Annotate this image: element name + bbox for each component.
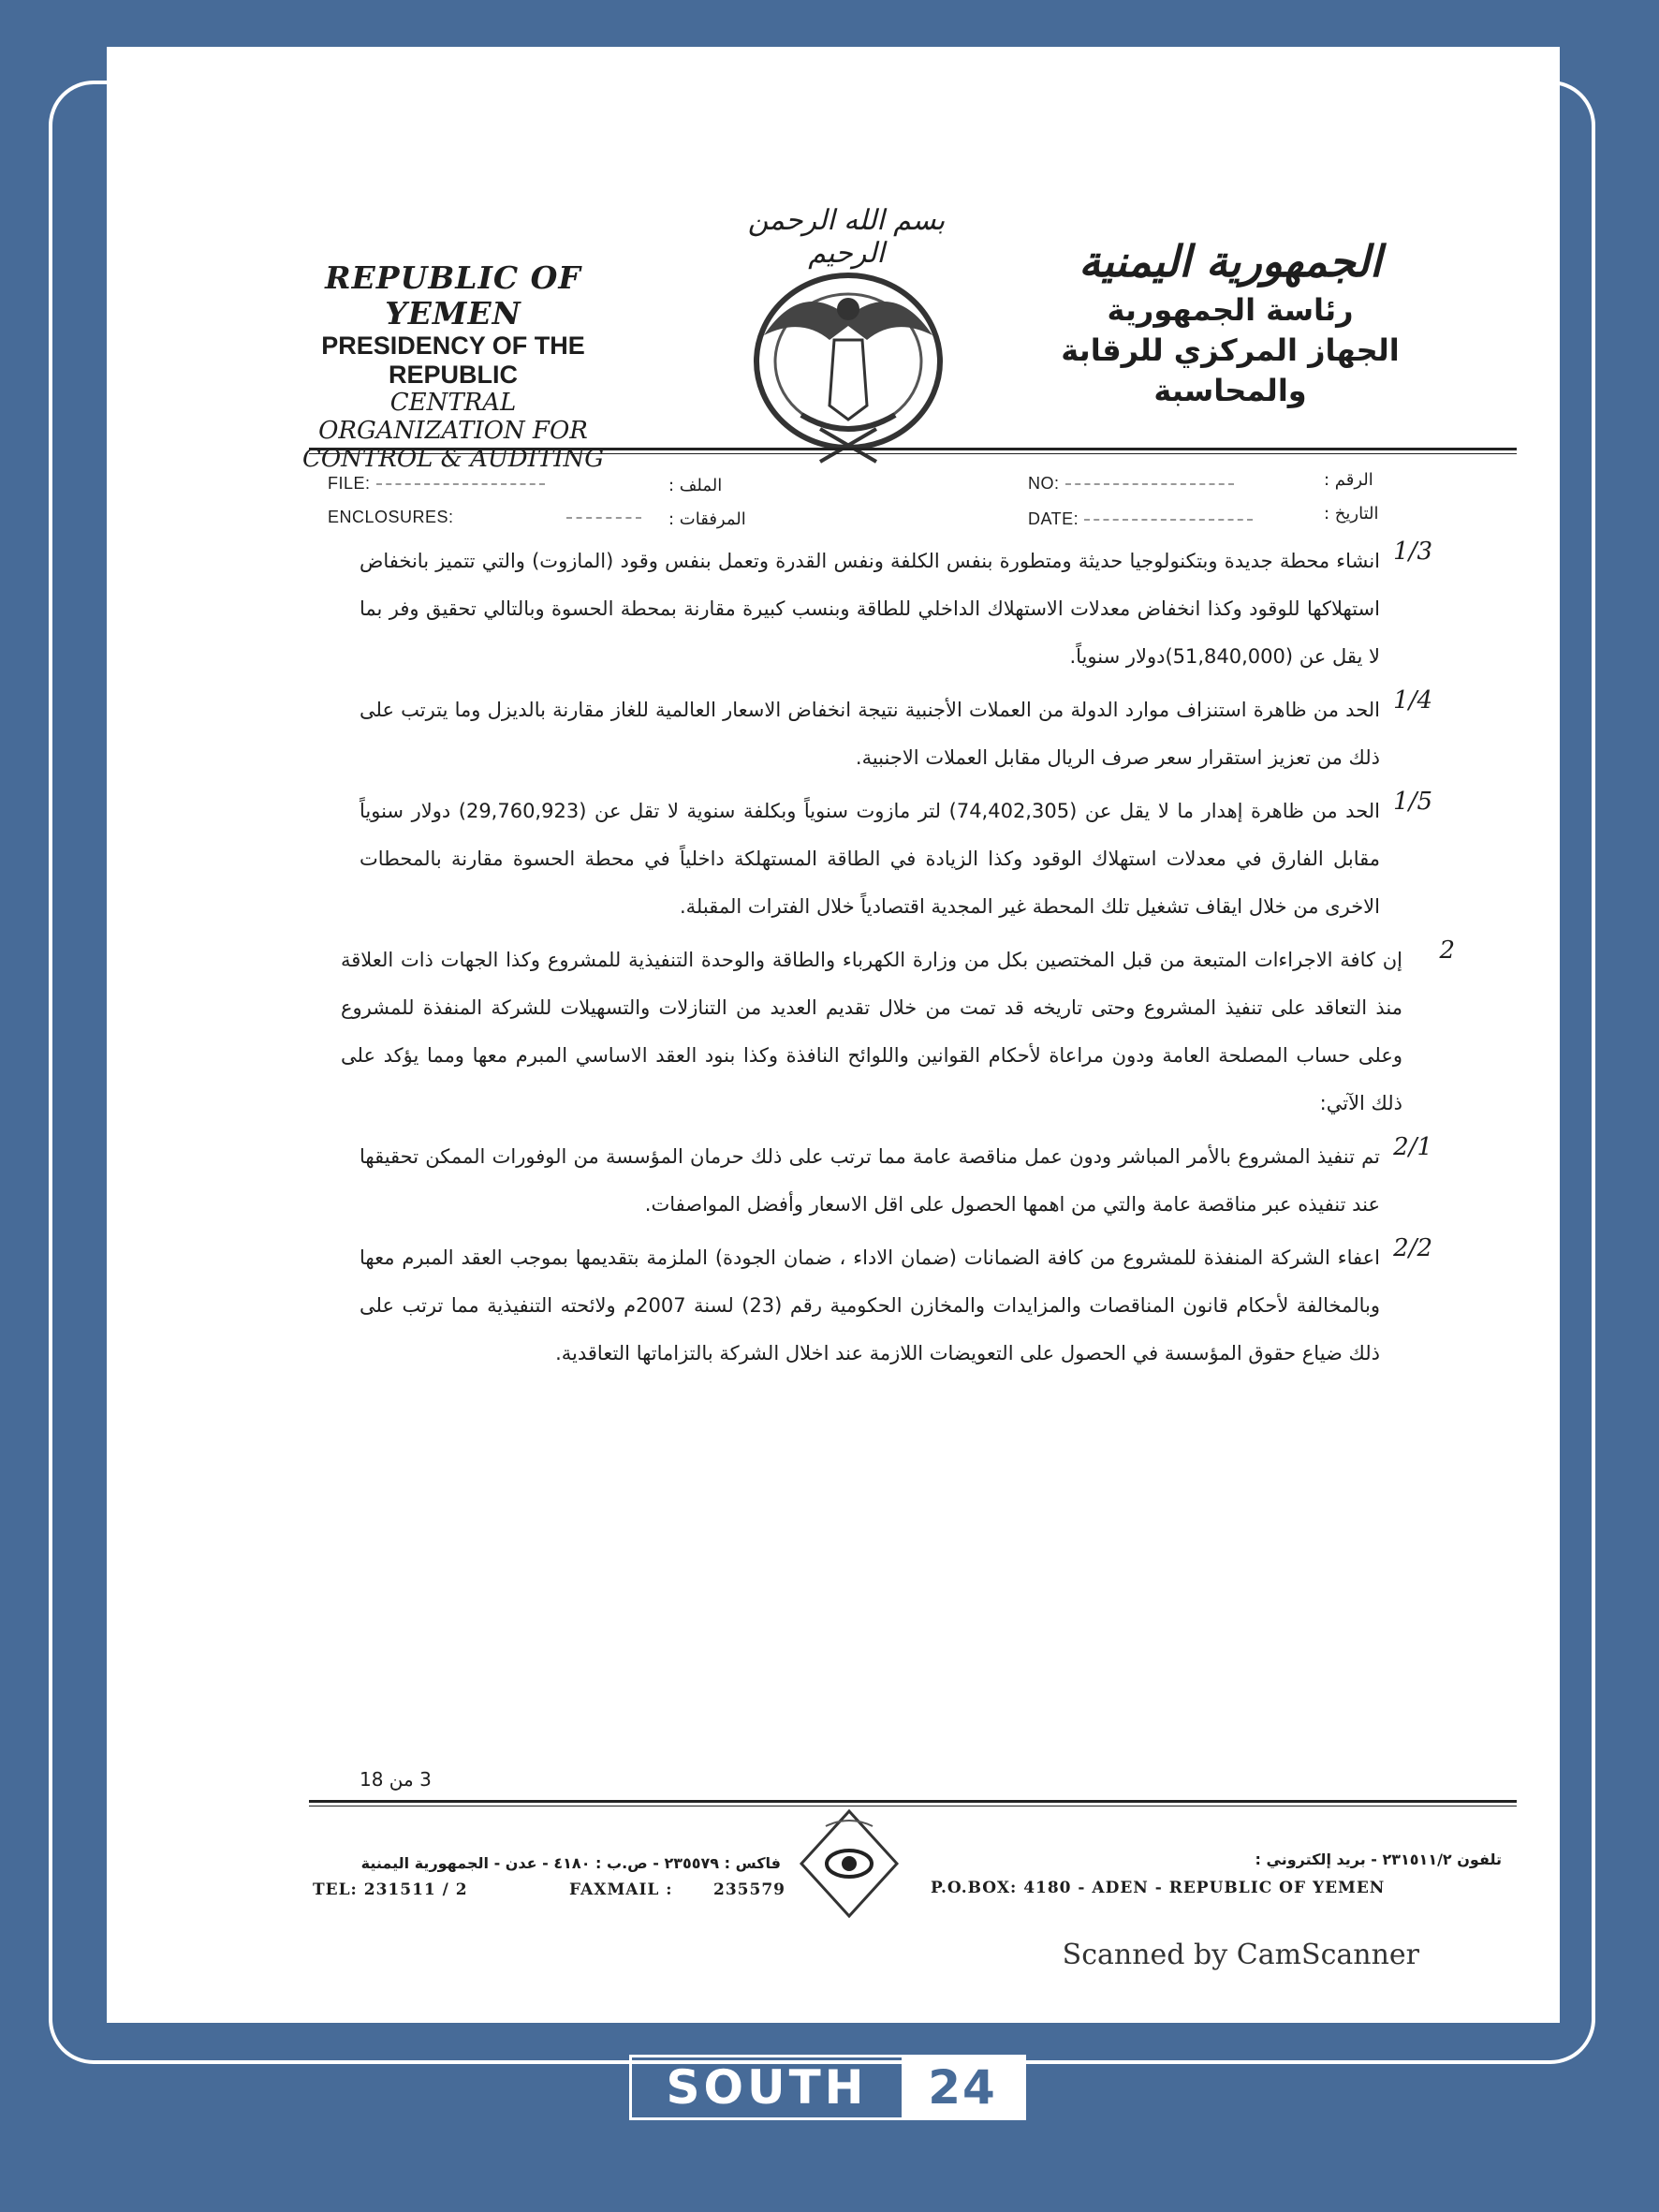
organization-seal-icon — [798, 1807, 901, 1920]
item-number: 1/5 — [1393, 788, 1432, 816]
english-letterhead — [294, 260, 612, 474]
number-label-ar: الرقم : — [1324, 470, 1373, 490]
item-text: اعفاء الشركة المنفذة للمشروع من كافة الضمانات (ضمان الاداء ، ضمان الجودة) الملزمة بتقديمها بموجب العقد المبرم معها وبالمخالفة لأحكام قانون المناقصات والمزايدات والمخازن الحكومية رقم (23) لسنة 2007م ولائحته التنفيذية مما ترتب على ذلك ضياع حقوق المؤسسة في الحصول على التعويضات اللازمة عند اخلال الشركة بالتزاماتها التعاقدية. — [360, 1246, 1380, 1364]
item-text: الحد من ظاهرة إهدار ما لا يقل عن (74,402,305) لتر مازوت سنوياً وبكلفة سنوية لا تقل عن (29,760,923) دولار سنوياً مقابل الفارق في معدلات استهلاك الوقود وكذا الزيادة في الطاقة المستهلكة داخلياً في محطة الحسوة مقارنة بالمحطات الاخرى من خلال ايقاف تشغيل تلك المحطة غير المجدية اقتصادياً خلال الفترات المقبلة. — [360, 800, 1380, 918]
letterhead-org-line1: CENTRAL ORGANIZATION FOR — [318, 388, 588, 445]
letterhead-ar-presidency: رئاسة الجمهورية — [1107, 292, 1354, 329]
file-label: FILE: — [328, 474, 551, 494]
letterhead-country: REPUBLIC OF YEMEN — [325, 259, 581, 332]
header-rule — [309, 448, 1517, 450]
enclosures-label: ENCLOSURES: — [328, 508, 647, 527]
footer-contact-ar: تلفون ٢٣١٥١١/٢ - بريد إلكتروني : — [1255, 1851, 1502, 1868]
page-number: 3 من 18 — [360, 1768, 432, 1791]
letterhead-ar-country: الجمهورية اليمنية — [1079, 236, 1382, 287]
letterhead-ar-org: الجهاز المركزي للرقابة والمحاسبة — [1061, 332, 1400, 409]
item-text: تم تنفيذ المشروع بالأمر المباشر ودون عمل مناقصة عامة مما ترتب على ذلك حرمان المؤسسة من الوفورات الممكن تحقيقها عند تنفيذه عبر مناقصة عامة والتي من اهمها الحصول على اقل الاسعار وأفضل المواصفات. — [360, 1145, 1380, 1216]
list-item — [341, 538, 1432, 681]
logo-number: 24 — [902, 2057, 1023, 2117]
letter-body — [341, 538, 1455, 1383]
date-label: DATE: — [1028, 509, 1258, 529]
file-label-ar: الملف : — [668, 476, 723, 495]
list-item — [341, 788, 1432, 931]
arabic-letterhead — [1043, 232, 1417, 412]
item-number: 1/4 — [1393, 686, 1432, 715]
letterhead-org-line2: CONTROL & AUDITING — [301, 444, 605, 473]
item-text: الحد من ظاهرة استنزاف موارد الدولة من العملات الأجنبية نتيجة انخفاض الاسعار العالمية للغاز مقارنة بالديزل وما يترتب على ذلك من تعزيز استقرار سعر صرف الريال مقابل العملات الاجنبية. — [360, 699, 1380, 769]
header-rule-thin — [309, 453, 1517, 454]
scanner-watermark: Scanned by CamScanner — [1062, 1939, 1419, 1971]
footer-rule — [309, 1800, 1517, 1803]
list-item — [341, 936, 1455, 1128]
item-number: 1/3 — [1393, 538, 1432, 566]
footer-pobox: P.O.BOX: 4180 - ADEN - REPUBLIC OF YEMEN — [931, 1879, 1386, 1897]
item-text: انشاء محطة جديدة وبتكنولوجيا حديثة ومتطورة بنفس الكلفة ونفس القدرة وتعمل بنفس وقود (المازوت) والتي تتميز بانخفاض استهلاكها للوقود وكذا انخفاض معدلات الاستهلاك الداخلي للطاقة وبنسب كبيرة مقارنة بمحطة الحسوة وبالتالي تحقيق وفر بما لا يقل عن (51,840,000)دولار سنوياً. — [360, 550, 1380, 668]
item-text: إن كافة الاجراءات المتبعة من قبل المختصين بكل من وزارة الكهرباء والطاقة والوحدة التنفيذية للمشروع وكذا الجهات ذات العلاقة منذ التعاقد على تنفيذ المشروع وحتى تاريخه قد تمت من خلال تقديم العديد من التنازلات والتسهيلات للشركة المنفذة للمشروع وعلى حساب المصلحة العامة ودون مراعاة لأحكام القوانين واللوائح النافذة وكذا بنود العقد الاساسي المبرم معها ومما يؤكد على ذلك الآتي: — [341, 949, 1402, 1114]
list-item — [341, 1234, 1432, 1378]
south24-logo — [629, 2055, 1026, 2120]
letterhead-presidency: PRESIDENCY OF THE REPUBLIC — [321, 331, 585, 389]
list-item — [341, 686, 1432, 782]
logo-word: SOUTH — [666, 2060, 868, 2115]
footer-faxmail-label: FAXMAIL : — [569, 1880, 673, 1899]
item-number: 2/1 — [1393, 1133, 1432, 1161]
item-number: 2/2 — [1393, 1234, 1432, 1262]
list-item — [341, 1133, 1432, 1229]
enclosures-label-ar: المرفقات : — [668, 509, 746, 529]
basmala-calligraphy: بسم الله الرحمن الرحيم — [747, 204, 946, 270]
document-page — [107, 47, 1560, 2023]
number-label: NO: — [1028, 474, 1240, 494]
eagle-emblem-icon — [745, 251, 951, 476]
item-number: 2 — [1439, 936, 1455, 965]
footer-faxmail-value: 235579 — [713, 1880, 785, 1899]
footer-address-ar: فاكس : ٢٣٥٥٧٩ - ص.ب : ٤١٨٠ - عدن - الجمهورية اليمنية — [360, 1854, 781, 1872]
date-label-ar: التاريخ : — [1324, 504, 1379, 524]
footer-tel: TEL: 231511 / 2 — [313, 1880, 468, 1899]
